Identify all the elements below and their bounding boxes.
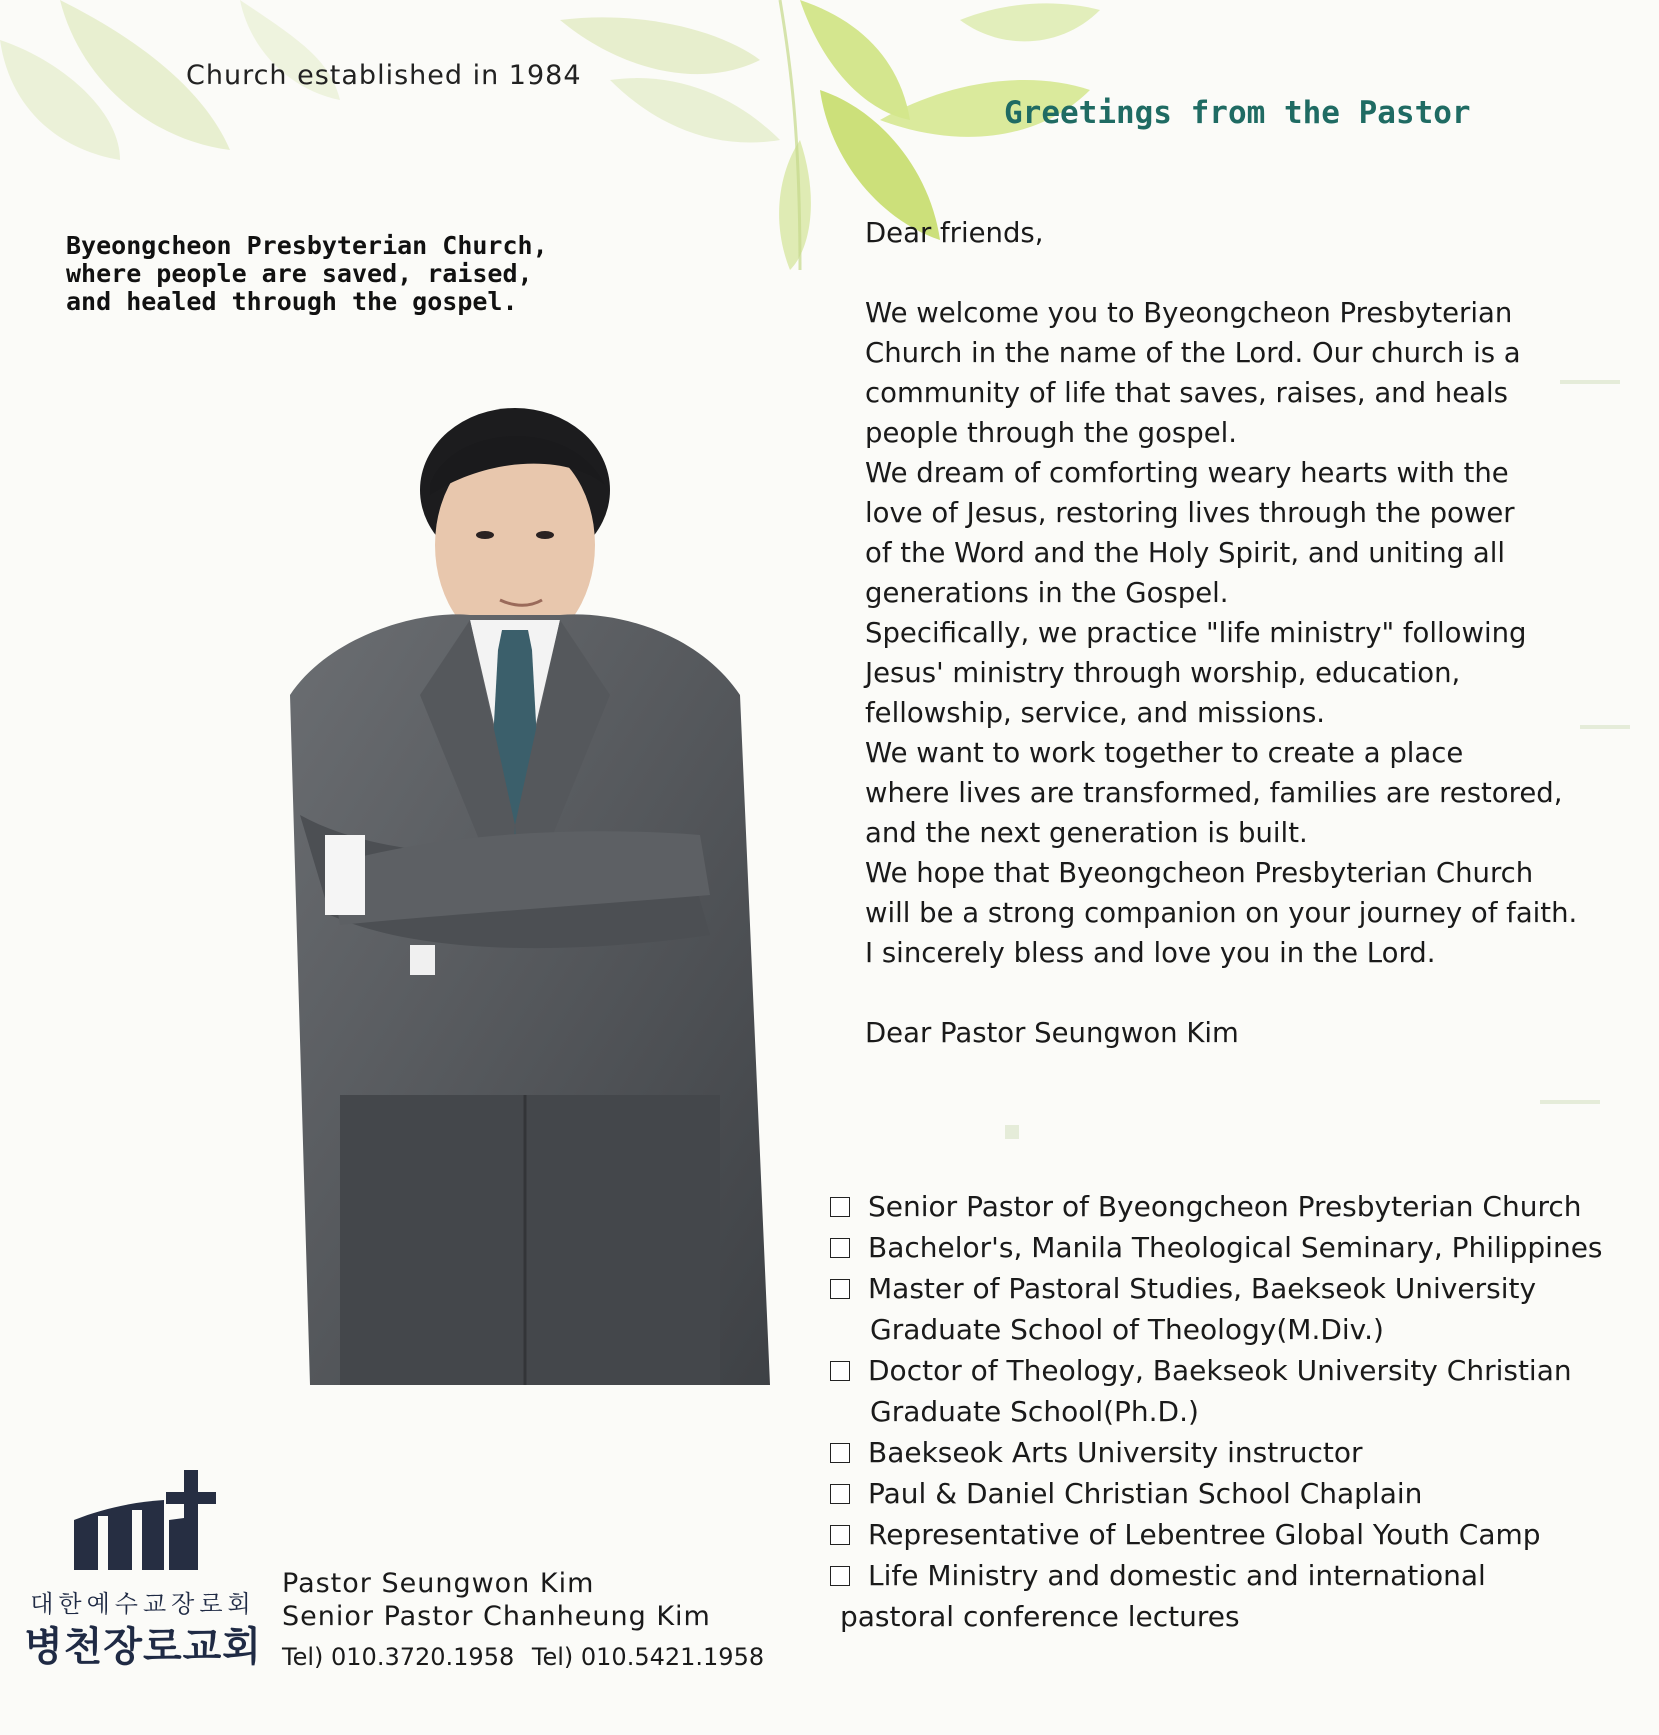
credential-text: Life Ministry and domestic and international <box>868 1559 1486 1592</box>
established-label: Church established in 1984 <box>186 60 582 91</box>
checkbox-icon <box>830 1361 850 1381</box>
letter-line: people through the gospel. <box>865 417 1237 449</box>
letter-line: We hope that Byeongcheon Presbyterian Church <box>865 857 1534 889</box>
credential-continuation: Graduate School(Ph.D.) <box>870 1395 1199 1428</box>
checkbox-icon <box>830 1197 850 1217</box>
slogan-line: where people are saved, raised, <box>66 259 533 288</box>
senior-pastor-phone: Tel) 010.5421.1958 <box>531 1643 765 1671</box>
church-slogan <box>66 232 686 316</box>
credential-item <box>828 1514 1648 1555</box>
letter-line: We welcome you to Byeongcheon Presbyterian <box>865 297 1513 329</box>
slogan-line: Byeongcheon Presbyterian Church, <box>66 231 548 260</box>
credential-item <box>828 1350 1648 1432</box>
letter-line: We dream of comforting weary hearts with the <box>865 457 1509 489</box>
letter-line: of the Word and the Holy Spirit, and uniting all <box>865 537 1505 569</box>
credential-text: Master of Pastoral Studies, Baekseok University <box>868 1272 1537 1305</box>
credential-continuation: Graduate School of Theology(M.Div.) <box>870 1313 1384 1346</box>
credential-item <box>828 1432 1648 1473</box>
pastor-letter <box>865 213 1645 1053</box>
credential-item <box>828 1473 1648 1514</box>
phone-row <box>282 1641 764 1674</box>
letter-line: Church in the name of the Lord. Our church is a <box>865 337 1521 369</box>
checkbox-icon <box>830 1525 850 1545</box>
greeting-title: Greetings from the Pastor <box>1004 95 1471 131</box>
denomination-name: 대한예수교장로회 <box>30 1590 256 1618</box>
church-logo <box>18 1470 268 1685</box>
credential-text: Bachelor's, Manila Theological Seminary, Philippines <box>868 1231 1603 1264</box>
contact-block <box>282 1567 764 1674</box>
slogan-line: and healed through the gospel. <box>66 287 518 316</box>
letter-line: Specifically, we practice "life ministry" following <box>865 617 1527 649</box>
pastor-name: Pastor Seungwon Kim <box>282 1568 595 1599</box>
credential-text: Doctor of Theology, Baekseok University Christian <box>868 1354 1572 1387</box>
letter-line: community of life that saves, raises, and heals <box>865 377 1508 409</box>
letter-signoff: Dear Pastor Seungwon Kim <box>865 1017 1239 1049</box>
credential-text: Baekseok Arts University instructor <box>868 1436 1363 1469</box>
letter-line: I sincerely bless and love you in the Lord. <box>865 937 1436 969</box>
credential-text: Paul & Daniel Christian School Chaplain <box>868 1477 1423 1510</box>
checkbox-icon <box>830 1443 850 1463</box>
checkbox-icon <box>830 1238 850 1258</box>
church-name-korean: 병천장로교회 <box>24 1624 262 1670</box>
credential-text: Representative of Lebentree Global Youth Camp <box>868 1518 1541 1551</box>
credential-item <box>828 1268 1648 1350</box>
letter-line: will be a strong companion on your journey of faith. <box>865 897 1578 929</box>
checkbox-icon <box>830 1279 850 1299</box>
letter-line: fellowship, service, and missions. <box>865 697 1326 729</box>
letter-line: love of Jesus, restoring lives through the power <box>865 497 1515 529</box>
credential-item <box>828 1186 1648 1227</box>
letter-line: We want to work together to create a place <box>865 737 1464 769</box>
credential-continuation: pastoral conference lectures <box>840 1600 1240 1633</box>
checkbox-icon <box>830 1484 850 1504</box>
credentials-list <box>828 1186 1648 1637</box>
decor-bar <box>1540 1100 1600 1104</box>
pastor-portrait <box>270 395 770 1385</box>
decor-bar <box>1005 1125 1019 1139</box>
credential-text: Senior Pastor of Byeongcheon Presbyterian Church <box>868 1190 1582 1223</box>
letter-line: and the next generation is built. <box>865 817 1308 849</box>
checkbox-icon <box>830 1566 850 1586</box>
letter-line: generations in the Gospel. <box>865 577 1229 609</box>
senior-pastor-name: Senior Pastor Chanheung Kim <box>282 1601 711 1632</box>
credential-item <box>828 1227 1648 1268</box>
pastor-phone: Tel) 010.3720.1958 <box>282 1643 515 1671</box>
letter-line: Jesus' ministry through worship, education, <box>865 657 1461 689</box>
cross-building-icon <box>74 1470 234 1570</box>
letter-salutation: Dear friends, <box>865 217 1044 249</box>
letter-line: where lives are transformed, families are restored, <box>865 777 1563 809</box>
credential-item <box>828 1555 1648 1637</box>
